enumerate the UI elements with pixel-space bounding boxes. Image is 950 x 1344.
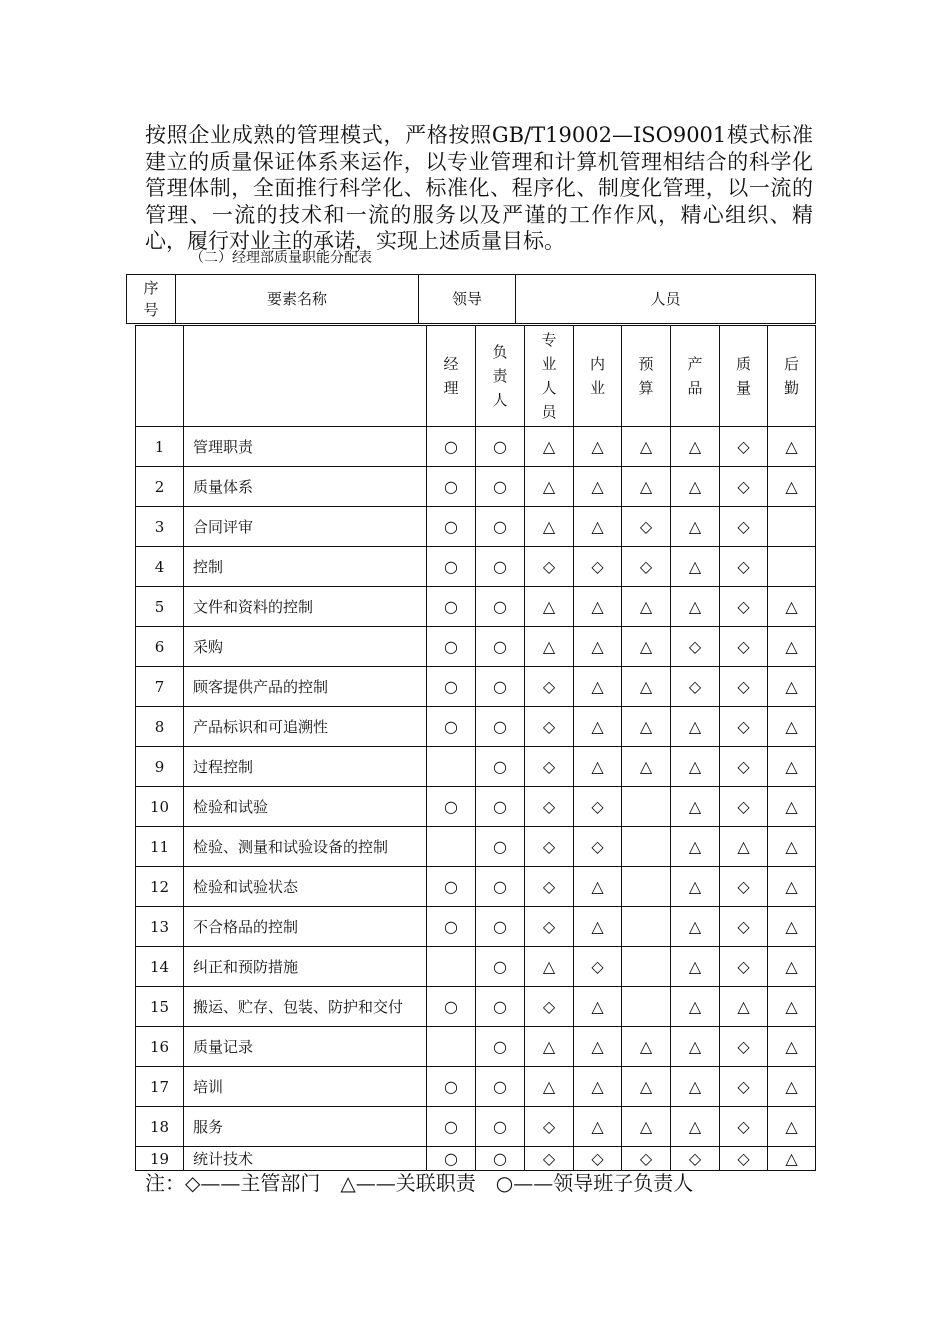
responsibility-mark: △ bbox=[671, 987, 720, 1027]
responsibility-mark: ○ bbox=[427, 507, 476, 547]
responsibility-mark: △ bbox=[622, 1107, 671, 1147]
responsibility-mark: ○ bbox=[427, 427, 476, 467]
responsibility-mark bbox=[622, 787, 671, 827]
responsibility-mark: △ bbox=[574, 747, 622, 787]
row-number: 10 bbox=[136, 787, 184, 827]
table-row bbox=[136, 867, 816, 907]
responsibility-mark: ◇ bbox=[622, 507, 671, 547]
header-leaders: 领导 bbox=[419, 275, 516, 324]
responsibility-mark: ○ bbox=[427, 1067, 476, 1107]
responsibility-mark: ○ bbox=[476, 867, 525, 907]
row-number: 5 bbox=[136, 587, 184, 627]
responsibility-mark: ○ bbox=[476, 667, 525, 707]
subheader-label: 预算 bbox=[638, 355, 654, 397]
table-row bbox=[136, 787, 816, 827]
responsibility-mark: ○ bbox=[476, 747, 525, 787]
responsibility-mark bbox=[768, 507, 816, 547]
responsibility-mark: ◇ bbox=[525, 787, 574, 827]
responsibility-mark: ○ bbox=[476, 507, 525, 547]
responsibility-mark: △ bbox=[622, 1027, 671, 1067]
responsibility-mark: ○ bbox=[427, 867, 476, 907]
responsibility-mark: △ bbox=[622, 707, 671, 747]
responsibility-mark: △ bbox=[768, 427, 816, 467]
table-row bbox=[136, 587, 816, 627]
subheader-cell bbox=[476, 326, 525, 427]
responsibility-mark: △ bbox=[574, 507, 622, 547]
responsibility-mark: ◇ bbox=[574, 827, 622, 867]
responsibility-mark: △ bbox=[768, 787, 816, 827]
responsibility-mark: ○ bbox=[476, 1027, 525, 1067]
responsibility-mark: ◇ bbox=[525, 827, 574, 867]
responsibility-mark: △ bbox=[768, 827, 816, 867]
responsibility-mark: ○ bbox=[427, 547, 476, 587]
responsibility-mark: ○ bbox=[476, 467, 525, 507]
table-row bbox=[136, 907, 816, 947]
row-number: 7 bbox=[136, 667, 184, 707]
row-element-name: 文件和资料的控制 bbox=[184, 587, 427, 627]
responsibility-mark: ◇ bbox=[525, 907, 574, 947]
responsibility-mark: △ bbox=[768, 747, 816, 787]
row-element-name: 过程控制 bbox=[184, 747, 427, 787]
header-staff: 人员 bbox=[516, 275, 816, 324]
responsibility-mark: ○ bbox=[476, 627, 525, 667]
responsibility-mark: △ bbox=[574, 1107, 622, 1147]
responsibility-mark: △ bbox=[768, 587, 816, 627]
responsibility-mark: △ bbox=[720, 987, 768, 1027]
subheader-label: 内业 bbox=[589, 355, 605, 397]
row-number: 3 bbox=[136, 507, 184, 547]
responsibility-mark: △ bbox=[671, 467, 720, 507]
responsibility-mark: △ bbox=[671, 547, 720, 587]
subheader-cell bbox=[671, 326, 720, 427]
responsibility-mark: ○ bbox=[427, 787, 476, 827]
responsibility-mark: △ bbox=[525, 1027, 574, 1067]
responsibility-mark: ○ bbox=[476, 1067, 525, 1107]
responsibility-mark: △ bbox=[574, 667, 622, 707]
responsibility-mark: △ bbox=[768, 947, 816, 987]
responsibility-mark: ○ bbox=[427, 987, 476, 1027]
responsibility-mark: ◇ bbox=[525, 747, 574, 787]
responsibility-mark: △ bbox=[671, 907, 720, 947]
responsibility-mark bbox=[427, 827, 476, 867]
responsibility-mark: ◇ bbox=[525, 667, 574, 707]
responsibility-mark: ○ bbox=[427, 1147, 476, 1171]
responsibility-mark: ◇ bbox=[720, 747, 768, 787]
responsibility-mark: △ bbox=[768, 667, 816, 707]
responsibility-mark: △ bbox=[671, 707, 720, 747]
legend-note: 注：◇——主管部门 △——关联职责 ○——领导班子负责人 bbox=[145, 1171, 694, 1195]
row-element-name: 产品标识和可追溯性 bbox=[184, 707, 427, 747]
row-element-name: 不合格品的控制 bbox=[184, 907, 427, 947]
table-row bbox=[136, 827, 816, 867]
responsibility-mark: ◇ bbox=[720, 427, 768, 467]
responsibility-mark: ○ bbox=[476, 1107, 525, 1147]
table-row bbox=[136, 667, 816, 707]
responsibility-mark: ◇ bbox=[525, 547, 574, 587]
subheader-row bbox=[136, 326, 816, 427]
row-number: 4 bbox=[136, 547, 184, 587]
row-number: 8 bbox=[136, 707, 184, 747]
responsibility-mark: ○ bbox=[476, 907, 525, 947]
responsibility-mark: ○ bbox=[476, 587, 525, 627]
table-row bbox=[136, 947, 816, 987]
responsibility-mark: △ bbox=[671, 507, 720, 547]
subheader-cell bbox=[720, 326, 768, 427]
responsibility-mark: △ bbox=[622, 747, 671, 787]
quality-function-table bbox=[135, 325, 816, 1171]
table-row bbox=[136, 627, 816, 667]
table-row bbox=[136, 747, 816, 787]
subheader-blank-name bbox=[184, 326, 427, 427]
responsibility-mark: ◇ bbox=[720, 587, 768, 627]
row-number: 18 bbox=[136, 1107, 184, 1147]
responsibility-mark: △ bbox=[574, 907, 622, 947]
row-number: 1 bbox=[136, 427, 184, 467]
responsibility-mark: ◇ bbox=[720, 1147, 768, 1171]
row-number: 9 bbox=[136, 747, 184, 787]
subheader-label: 经理 bbox=[443, 355, 459, 397]
responsibility-mark: △ bbox=[574, 627, 622, 667]
responsibility-mark: △ bbox=[622, 627, 671, 667]
responsibility-mark: ◇ bbox=[720, 867, 768, 907]
responsibility-mark: △ bbox=[671, 747, 720, 787]
responsibility-mark: △ bbox=[525, 587, 574, 627]
responsibility-mark: △ bbox=[622, 667, 671, 707]
responsibility-mark: △ bbox=[574, 867, 622, 907]
responsibility-mark: ◇ bbox=[574, 1147, 622, 1171]
responsibility-mark: ○ bbox=[476, 947, 525, 987]
row-element-name: 控制 bbox=[184, 547, 427, 587]
subheader-label: 质量 bbox=[735, 355, 751, 397]
responsibility-mark: ◇ bbox=[720, 627, 768, 667]
row-number: 14 bbox=[136, 947, 184, 987]
responsibility-mark: ○ bbox=[427, 667, 476, 707]
responsibility-mark: ◇ bbox=[622, 1147, 671, 1171]
subheader-cell bbox=[574, 326, 622, 427]
responsibility-mark: △ bbox=[622, 587, 671, 627]
responsibility-mark: ◇ bbox=[720, 547, 768, 587]
intro-paragraph: 按照企业成熟的管理模式，严格按照GB/T19002—ISO9001模式标准建立的质量保证体系来运作，以专业管理和计算机管理相结合的科学化管理体制，全面推行科学化、标准化、程序化、制度化管理，以一流的管理、一流的技术和一流的服务以及严谨的工作作风，精心组织、精心，履行对业主的承诺，实现上述质量目标。 bbox=[145, 123, 813, 254]
responsibility-mark: ◇ bbox=[720, 707, 768, 747]
responsibility-mark: △ bbox=[622, 427, 671, 467]
subheader-cell bbox=[525, 326, 574, 427]
responsibility-mark: △ bbox=[768, 1147, 816, 1171]
responsibility-mark: △ bbox=[574, 1027, 622, 1067]
table-row bbox=[136, 1067, 816, 1107]
table-row bbox=[136, 547, 816, 587]
responsibility-mark: ◇ bbox=[720, 1067, 768, 1107]
responsibility-mark: △ bbox=[768, 1027, 816, 1067]
responsibility-mark: △ bbox=[574, 707, 622, 747]
responsibility-mark: ○ bbox=[476, 987, 525, 1027]
responsibility-mark: △ bbox=[768, 1067, 816, 1107]
responsibility-mark bbox=[622, 987, 671, 1027]
row-element-name: 合同评审 bbox=[184, 507, 427, 547]
responsibility-mark: △ bbox=[671, 827, 720, 867]
responsibility-mark: ○ bbox=[427, 627, 476, 667]
row-element-name: 统计技术 bbox=[184, 1147, 427, 1171]
responsibility-mark: ◇ bbox=[720, 907, 768, 947]
row-element-name: 服务 bbox=[184, 1107, 427, 1147]
row-element-name: 检验、测量和试验设备的控制 bbox=[184, 827, 427, 867]
table-caption: （二）经理部质量职能分配表 bbox=[190, 250, 372, 266]
responsibility-mark: △ bbox=[525, 1067, 574, 1107]
responsibility-mark: ○ bbox=[427, 707, 476, 747]
table-row bbox=[136, 1107, 816, 1147]
responsibility-mark: △ bbox=[720, 827, 768, 867]
responsibility-mark: ◇ bbox=[574, 787, 622, 827]
responsibility-mark: ◇ bbox=[574, 947, 622, 987]
responsibility-mark: ◇ bbox=[671, 1147, 720, 1171]
responsibility-mark bbox=[622, 907, 671, 947]
responsibility-mark: ◇ bbox=[720, 667, 768, 707]
responsibility-mark: ◇ bbox=[525, 707, 574, 747]
row-number: 16 bbox=[136, 1027, 184, 1067]
responsibility-mark: ○ bbox=[427, 467, 476, 507]
responsibility-mark: △ bbox=[525, 627, 574, 667]
responsibility-mark: ○ bbox=[476, 1147, 525, 1171]
table-row bbox=[136, 507, 816, 547]
responsibility-mark: ◇ bbox=[525, 1107, 574, 1147]
table-header bbox=[126, 274, 816, 324]
row-element-name: 顾客提供产品的控制 bbox=[184, 667, 427, 707]
responsibility-mark: ○ bbox=[476, 787, 525, 827]
row-element-name: 质量体系 bbox=[184, 467, 427, 507]
responsibility-mark: ◇ bbox=[720, 1107, 768, 1147]
header-seq-text: 序号 bbox=[143, 279, 159, 319]
responsibility-mark: ◇ bbox=[525, 987, 574, 1027]
row-element-name: 培训 bbox=[184, 1067, 427, 1107]
row-number: 2 bbox=[136, 467, 184, 507]
responsibility-mark: △ bbox=[768, 707, 816, 747]
responsibility-mark: ○ bbox=[427, 587, 476, 627]
responsibility-mark: ◇ bbox=[720, 787, 768, 827]
subheader-label: 专业人员 bbox=[541, 331, 557, 421]
row-element-name: 纠正和预防措施 bbox=[184, 947, 427, 987]
responsibility-mark: △ bbox=[574, 1067, 622, 1107]
responsibility-mark: △ bbox=[671, 787, 720, 827]
responsibility-mark: △ bbox=[768, 867, 816, 907]
responsibility-mark: ◇ bbox=[720, 947, 768, 987]
responsibility-mark: ◇ bbox=[525, 867, 574, 907]
responsibility-mark: ◇ bbox=[525, 1147, 574, 1171]
subheader-cell bbox=[427, 326, 476, 427]
responsibility-mark: ◇ bbox=[622, 547, 671, 587]
responsibility-mark: △ bbox=[671, 1067, 720, 1107]
responsibility-mark: ◇ bbox=[671, 627, 720, 667]
responsibility-mark bbox=[427, 1027, 476, 1067]
responsibility-mark: ◇ bbox=[720, 467, 768, 507]
responsibility-mark: △ bbox=[622, 467, 671, 507]
responsibility-mark: △ bbox=[574, 987, 622, 1027]
row-element-name: 搬运、贮存、包装、防护和交付 bbox=[184, 987, 427, 1027]
table-row bbox=[136, 467, 816, 507]
subheader-label: 产品 bbox=[687, 355, 703, 397]
row-number: 12 bbox=[136, 867, 184, 907]
responsibility-mark: △ bbox=[525, 507, 574, 547]
responsibility-mark: △ bbox=[671, 1027, 720, 1067]
row-number: 15 bbox=[136, 987, 184, 1027]
row-number: 13 bbox=[136, 907, 184, 947]
subheader-label: 负责人 bbox=[492, 343, 508, 409]
table-row bbox=[136, 987, 816, 1027]
responsibility-mark: ○ bbox=[476, 707, 525, 747]
responsibility-mark: △ bbox=[671, 947, 720, 987]
responsibility-mark: △ bbox=[574, 587, 622, 627]
responsibility-mark: △ bbox=[574, 427, 622, 467]
table-row bbox=[136, 707, 816, 747]
row-element-name: 采购 bbox=[184, 627, 427, 667]
responsibility-mark: ◇ bbox=[574, 547, 622, 587]
responsibility-mark: △ bbox=[671, 587, 720, 627]
responsibility-mark: △ bbox=[768, 627, 816, 667]
row-element-name: 检验和试验状态 bbox=[184, 867, 427, 907]
responsibility-mark: ◇ bbox=[720, 507, 768, 547]
header-seq bbox=[127, 275, 176, 324]
responsibility-mark: △ bbox=[768, 907, 816, 947]
responsibility-mark bbox=[622, 867, 671, 907]
responsibility-mark: △ bbox=[525, 947, 574, 987]
responsibility-mark: ◇ bbox=[671, 667, 720, 707]
responsibility-mark: ○ bbox=[476, 827, 525, 867]
subheader-cell bbox=[768, 326, 816, 427]
row-number: 11 bbox=[136, 827, 184, 867]
row-number: 19 bbox=[136, 1147, 184, 1171]
responsibility-mark: △ bbox=[671, 427, 720, 467]
responsibility-mark bbox=[622, 827, 671, 867]
responsibility-mark: △ bbox=[574, 467, 622, 507]
row-element-name: 管理职责 bbox=[184, 427, 427, 467]
responsibility-mark bbox=[427, 947, 476, 987]
table-row bbox=[136, 1027, 816, 1067]
responsibility-mark: △ bbox=[768, 1107, 816, 1147]
subheader-label: 后勤 bbox=[783, 355, 799, 397]
responsibility-mark bbox=[768, 547, 816, 587]
responsibility-mark: △ bbox=[671, 1107, 720, 1147]
responsibility-mark bbox=[427, 747, 476, 787]
responsibility-mark: △ bbox=[525, 427, 574, 467]
responsibility-mark: ○ bbox=[427, 1107, 476, 1147]
responsibility-mark: ○ bbox=[427, 907, 476, 947]
responsibility-mark: △ bbox=[525, 467, 574, 507]
responsibility-mark: ○ bbox=[476, 427, 525, 467]
responsibility-mark: ◇ bbox=[720, 1027, 768, 1067]
header-element-name: 要素名称 bbox=[176, 275, 419, 324]
table-row bbox=[136, 427, 816, 467]
responsibility-mark: △ bbox=[671, 867, 720, 907]
responsibility-mark: △ bbox=[768, 987, 816, 1027]
table-row bbox=[136, 1147, 816, 1171]
row-element-name: 质量记录 bbox=[184, 1027, 427, 1067]
responsibility-mark: ○ bbox=[476, 547, 525, 587]
responsibility-mark: △ bbox=[768, 467, 816, 507]
responsibility-mark bbox=[622, 947, 671, 987]
subheader-cell bbox=[622, 326, 671, 427]
subheader-blank-seq bbox=[136, 326, 184, 427]
row-number: 17 bbox=[136, 1067, 184, 1107]
responsibility-mark: △ bbox=[622, 1067, 671, 1107]
row-number: 6 bbox=[136, 627, 184, 667]
row-element-name: 检验和试验 bbox=[184, 787, 427, 827]
